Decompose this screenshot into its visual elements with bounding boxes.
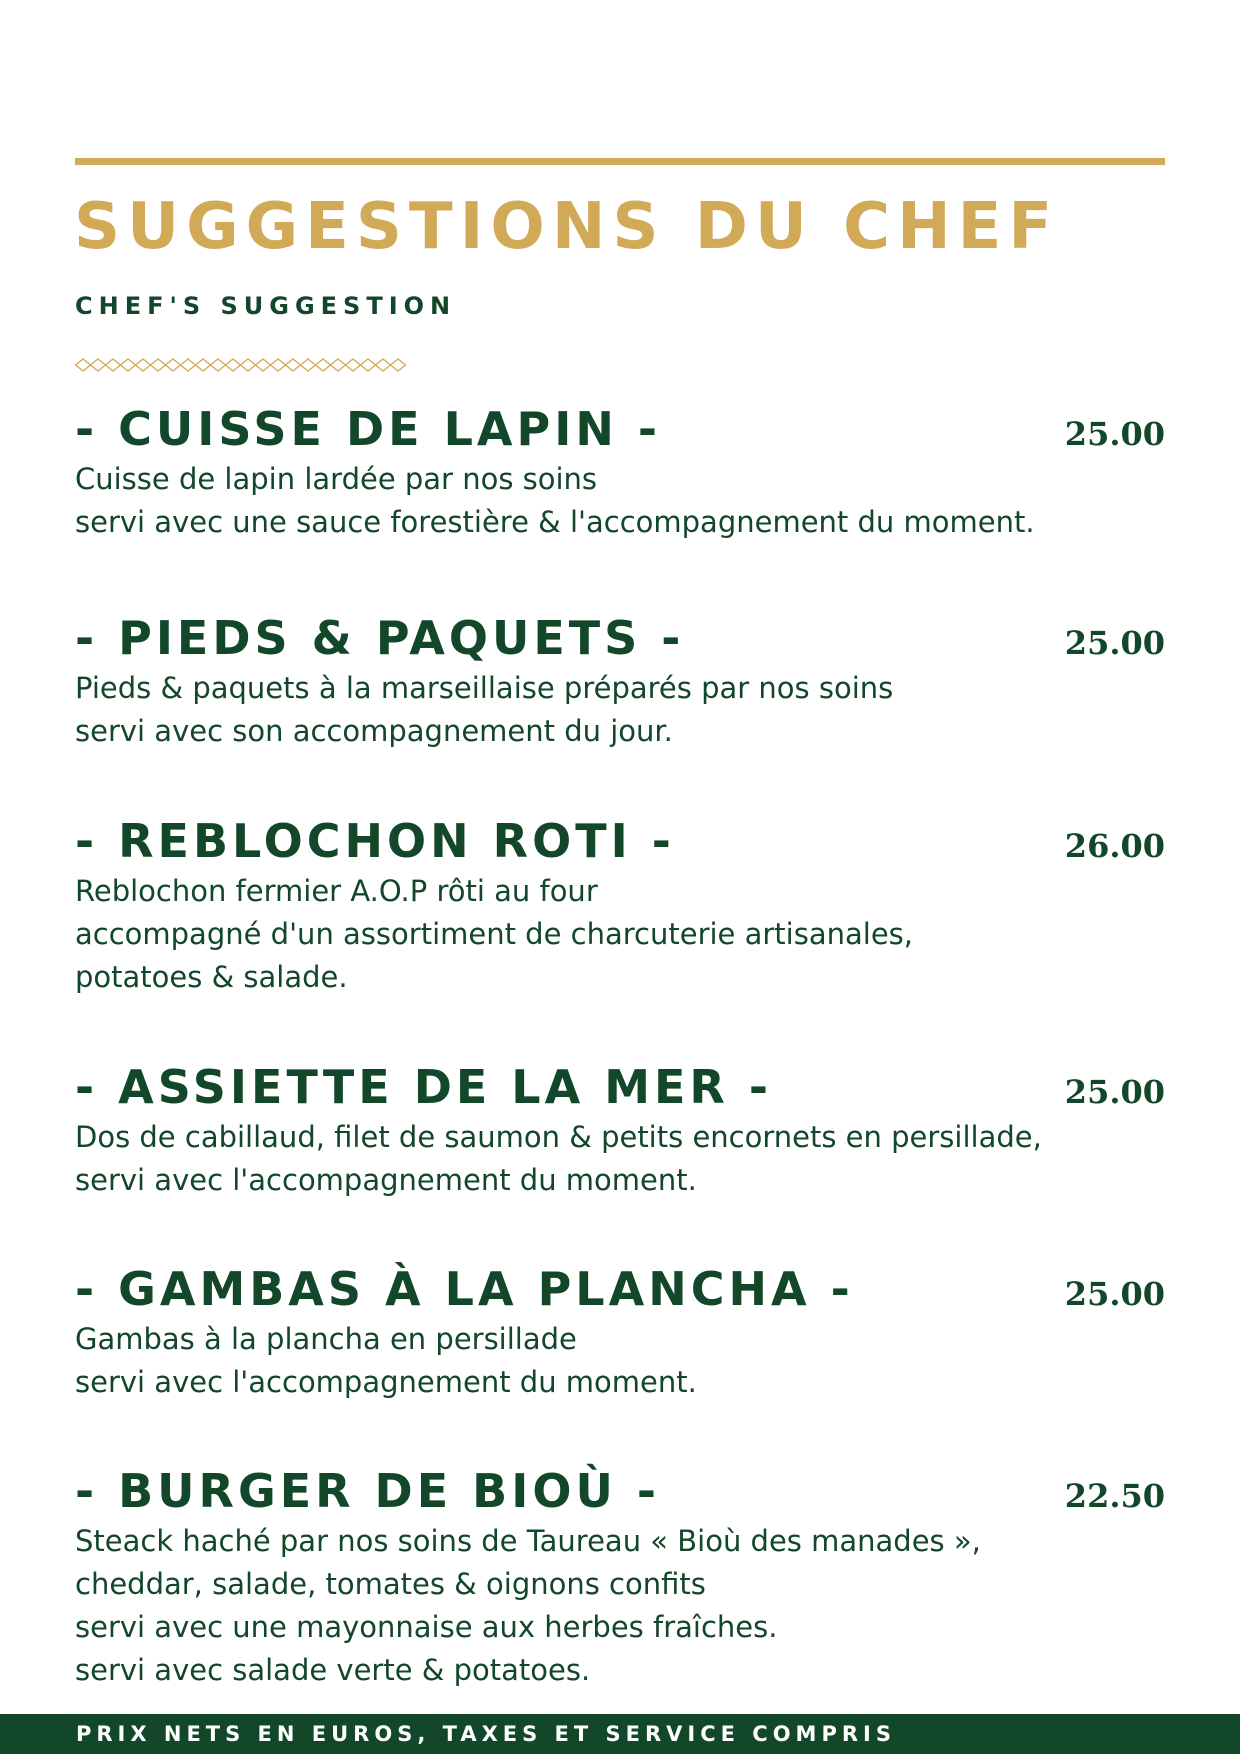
diamond-shape [196, 359, 211, 371]
description-line: Dos de cabillaud, filet de saumon & petits encornets en persillade, [75, 1120, 1042, 1154]
description-line: Pieds & paquets à la marseillaise préparés par nos soins [75, 671, 894, 705]
diamond-shape [316, 359, 331, 371]
menu-item-price: 25.00 [1064, 1073, 1165, 1111]
menu-item-price: 22.50 [1064, 1477, 1165, 1515]
description-line: servi avec son accompagnement du jour. [75, 714, 673, 748]
diamond-shape [376, 359, 391, 371]
menu-item-price: 25.00 [1064, 415, 1165, 453]
diamond-shape [241, 359, 256, 371]
menu-item-gambas-a-la-plancha [75, 1260, 1165, 1404]
diamond-shape [151, 359, 166, 371]
description-line: cheddar, salade, tomates & oignons confits [75, 1567, 706, 1601]
description-line: Steack haché par nos soins de Taureau « Bioù des manades », [75, 1524, 981, 1558]
diamond-shape [226, 359, 241, 371]
menu-item-reblochon-roti [75, 812, 1165, 999]
diamond-shape [286, 359, 301, 371]
diamond-shape [121, 359, 136, 371]
description-line: accompagné d'un assortiment de charcuterie artisanales, [75, 917, 913, 951]
diamond-shape [301, 359, 316, 371]
footer-bar [0, 1714, 1240, 1754]
menu-item-cuisse-de-lapin [75, 400, 1165, 544]
menu-item-description [75, 1318, 1165, 1404]
diamond-shape [271, 359, 286, 371]
diamond-shape [166, 359, 181, 371]
diamond-shape [136, 359, 151, 371]
diamond-shape [391, 359, 406, 371]
description-line: servi avec l'accompagnement du moment. [75, 1163, 697, 1197]
diamond-chain-icon [75, 357, 407, 373]
menu-item-burger-de-biou [75, 1462, 1165, 1692]
menu-item-name: - BURGER DE BIOÙ - [75, 1464, 660, 1518]
menu-item-description [75, 1116, 1165, 1202]
description-line: Reblochon fermier A.O.P rôti au four [75, 874, 598, 908]
menu-item-description [75, 458, 1165, 544]
description-line: servi avec salade verte & potatoes. [75, 1653, 591, 1687]
menu-item-name: - GAMBAS À LA PLANCHA - [75, 1262, 854, 1316]
diamond-shape [106, 359, 121, 371]
diamond-shape [331, 359, 346, 371]
menu-item-description [75, 1520, 1165, 1692]
diamond-shape [91, 359, 106, 371]
description-line: servi avec l'accompagnement du moment. [75, 1365, 697, 1399]
description-line: servi avec une sauce forestière & l'accompagnement du moment. [75, 505, 1035, 539]
diamond-shape [211, 359, 226, 371]
top-divider [75, 158, 1165, 165]
diamond-shape [181, 359, 196, 371]
menu-item-name: - REBLOCHON ROTI - [75, 814, 675, 868]
menu-item-price: 25.00 [1064, 624, 1165, 662]
diamond-shape [346, 359, 361, 371]
footer-text: PRIX NETS EN EUROS, TAXES ET SERVICE COMPRIS [76, 1722, 896, 1746]
description-line: potatoes & salade. [75, 960, 348, 994]
diamond-shape [256, 359, 271, 371]
menu-item-description [75, 667, 1165, 753]
description-line: servi avec une mayonnaise aux herbes fraîches. [75, 1610, 778, 1644]
menu-item-price: 26.00 [1064, 827, 1165, 865]
menu-item-price: 25.00 [1064, 1275, 1165, 1313]
description-line: Cuisse de lapin lardée par nos soins [75, 462, 598, 496]
menu-item-description [75, 870, 1165, 999]
menu-item-name: - ASSIETTE DE LA MER - [75, 1060, 772, 1114]
menu-item-pieds-paquets [75, 609, 1165, 753]
diamond-shape [361, 359, 376, 371]
page-title: SUGGESTIONS DU CHEF [74, 190, 1060, 264]
menu-item-assiette-de-la-mer [75, 1058, 1165, 1202]
menu-item-name: - PIEDS & PAQUETS - [75, 611, 685, 665]
diamond-shape [76, 359, 91, 371]
menu-item-name: - CUISSE DE LAPIN - [75, 402, 661, 456]
description-line: Gambas à la plancha en persillade [75, 1322, 577, 1356]
page-subtitle: CHEF'S SUGGESTION [75, 292, 457, 320]
